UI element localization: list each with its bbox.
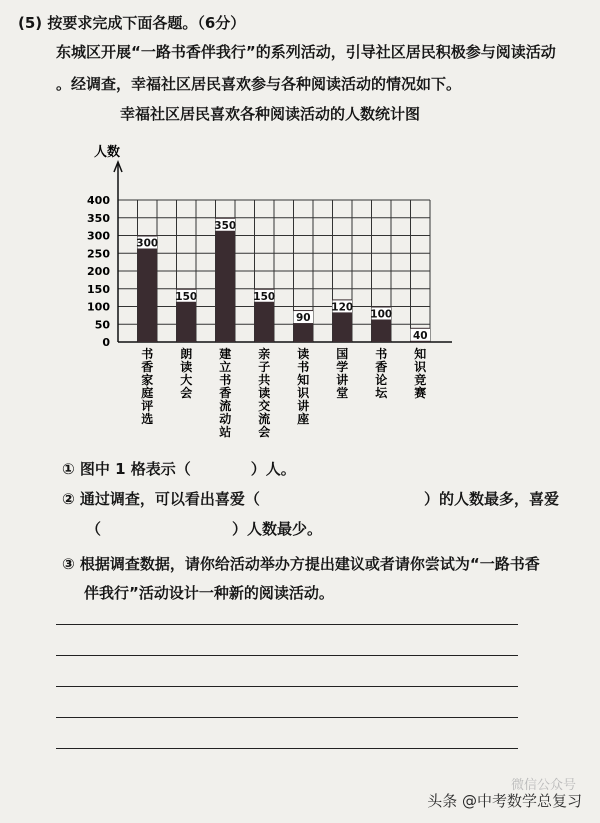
- data-label: 40: [412, 329, 428, 342]
- data-label: 150: [253, 290, 276, 303]
- bar: [216, 218, 236, 342]
- category-label-char: 会: [258, 425, 271, 439]
- question-1: ① 图中 1 格表示（ ）人。: [62, 460, 296, 478]
- category-label-char: 书: [297, 360, 310, 374]
- category-label-char: 子: [258, 360, 271, 374]
- category-label-char: 交: [258, 399, 271, 413]
- y-tick-label: 0: [102, 336, 110, 349]
- category-label-char: 共: [258, 373, 271, 387]
- category-label-char: 国: [336, 347, 349, 361]
- category-label-char: 香: [141, 360, 154, 374]
- question-2-part-c: （: [86, 520, 102, 538]
- category-label-char: 读: [297, 347, 310, 361]
- question-2-part-d: ）人数最少。: [232, 520, 323, 538]
- category-label-char: 朗: [180, 347, 193, 361]
- category-label-char: 知: [297, 373, 310, 387]
- y-tick-label: 50: [94, 318, 110, 332]
- y-tick-label: 100: [87, 300, 110, 314]
- category-label-char: 立: [219, 360, 232, 374]
- data-label: 350: [214, 219, 237, 232]
- bar: [138, 236, 158, 343]
- category-label-char: 流: [258, 412, 271, 426]
- y-tick-label: 250: [87, 247, 110, 261]
- intro-line-2: 。经调查，幸福社区居民喜欢参与各种阅读活动的情况如下。: [56, 75, 462, 93]
- question-2-part-b: ）的人数最多，喜爱: [424, 490, 560, 508]
- category-label-char: 坛: [375, 386, 388, 400]
- category-label-char: 讲: [336, 373, 349, 387]
- category-label-char: 香: [375, 360, 388, 374]
- category-label-char: 识: [297, 386, 310, 400]
- data-label: 150: [175, 290, 198, 303]
- category-label-char: 会: [180, 386, 193, 400]
- bar-chart: [60, 130, 480, 439]
- category-label-char: 讲: [297, 399, 310, 413]
- category-label-char: 书: [375, 347, 388, 361]
- answer-line[interactable]: [56, 624, 518, 625]
- y-tick-label: 350: [87, 211, 110, 225]
- category-label-char: 赛: [414, 386, 427, 400]
- category-label-char: 庭: [141, 386, 154, 400]
- category-label-char: 香: [219, 386, 232, 400]
- problem-heading: (5) 按要求完成下面各题。（6分）: [18, 14, 246, 32]
- question-3-line-2: 伴我行”活动设计一种新的阅读活动。: [84, 584, 334, 602]
- category-label-char: 亲: [258, 347, 271, 361]
- data-label: 120: [331, 301, 354, 314]
- category-label-char: 学: [336, 360, 349, 374]
- chart-title: 幸福社区居民喜欢各种阅读活动的人数统计图: [120, 105, 421, 123]
- watermark: 头条 @中考数学总复习: [427, 792, 582, 810]
- y-tick-label: 200: [87, 265, 110, 278]
- question-3-line-1: ③ 根据调查数据，请你给活动举办方提出建议或者请你尝试为“一路书香: [62, 555, 540, 573]
- category-label-char: 读: [258, 386, 271, 400]
- category-label-char: 动: [219, 412, 232, 426]
- category-label-char: 书: [141, 347, 154, 361]
- y-tick-label: 300: [87, 229, 110, 243]
- data-label: 100: [370, 308, 393, 321]
- category-label-char: 论: [375, 373, 388, 387]
- category-label-char: 座: [297, 412, 310, 426]
- category-label-char: 评: [141, 399, 154, 413]
- category-label-char: 读: [180, 360, 193, 374]
- answer-line[interactable]: [56, 655, 518, 656]
- y-tick-label: 400: [87, 194, 110, 207]
- watermark-faint: 微信公众号: [510, 778, 576, 793]
- category-label-char: 竞: [414, 373, 427, 387]
- answer-line[interactable]: [56, 717, 518, 718]
- category-label-char: 选: [141, 412, 154, 426]
- category-label-char: 建: [219, 347, 232, 361]
- category-label-char: 大: [180, 373, 193, 387]
- data-label: 90: [295, 312, 311, 325]
- answer-line[interactable]: [56, 686, 518, 687]
- y-tick-label: 150: [87, 282, 110, 296]
- category-label-char: 识: [414, 360, 427, 374]
- category-label-char: 家: [141, 373, 154, 387]
- data-label: 300: [136, 237, 159, 250]
- y-axis-label: 人数: [94, 145, 121, 160]
- category-label-char: 堂: [336, 386, 349, 400]
- category-label-char: 知: [414, 347, 427, 361]
- answer-line[interactable]: [56, 748, 518, 749]
- intro-line-1: 东城区开展“一路书香伴我行”的系列活动，引导社区居民积极参与阅读活动: [56, 43, 556, 61]
- category-label-char: 流: [219, 399, 232, 413]
- category-label-char: 站: [219, 425, 232, 439]
- category-label-char: 书: [219, 373, 232, 387]
- question-2-part-a: ② 通过调查，可以看出喜爱（: [62, 490, 260, 508]
